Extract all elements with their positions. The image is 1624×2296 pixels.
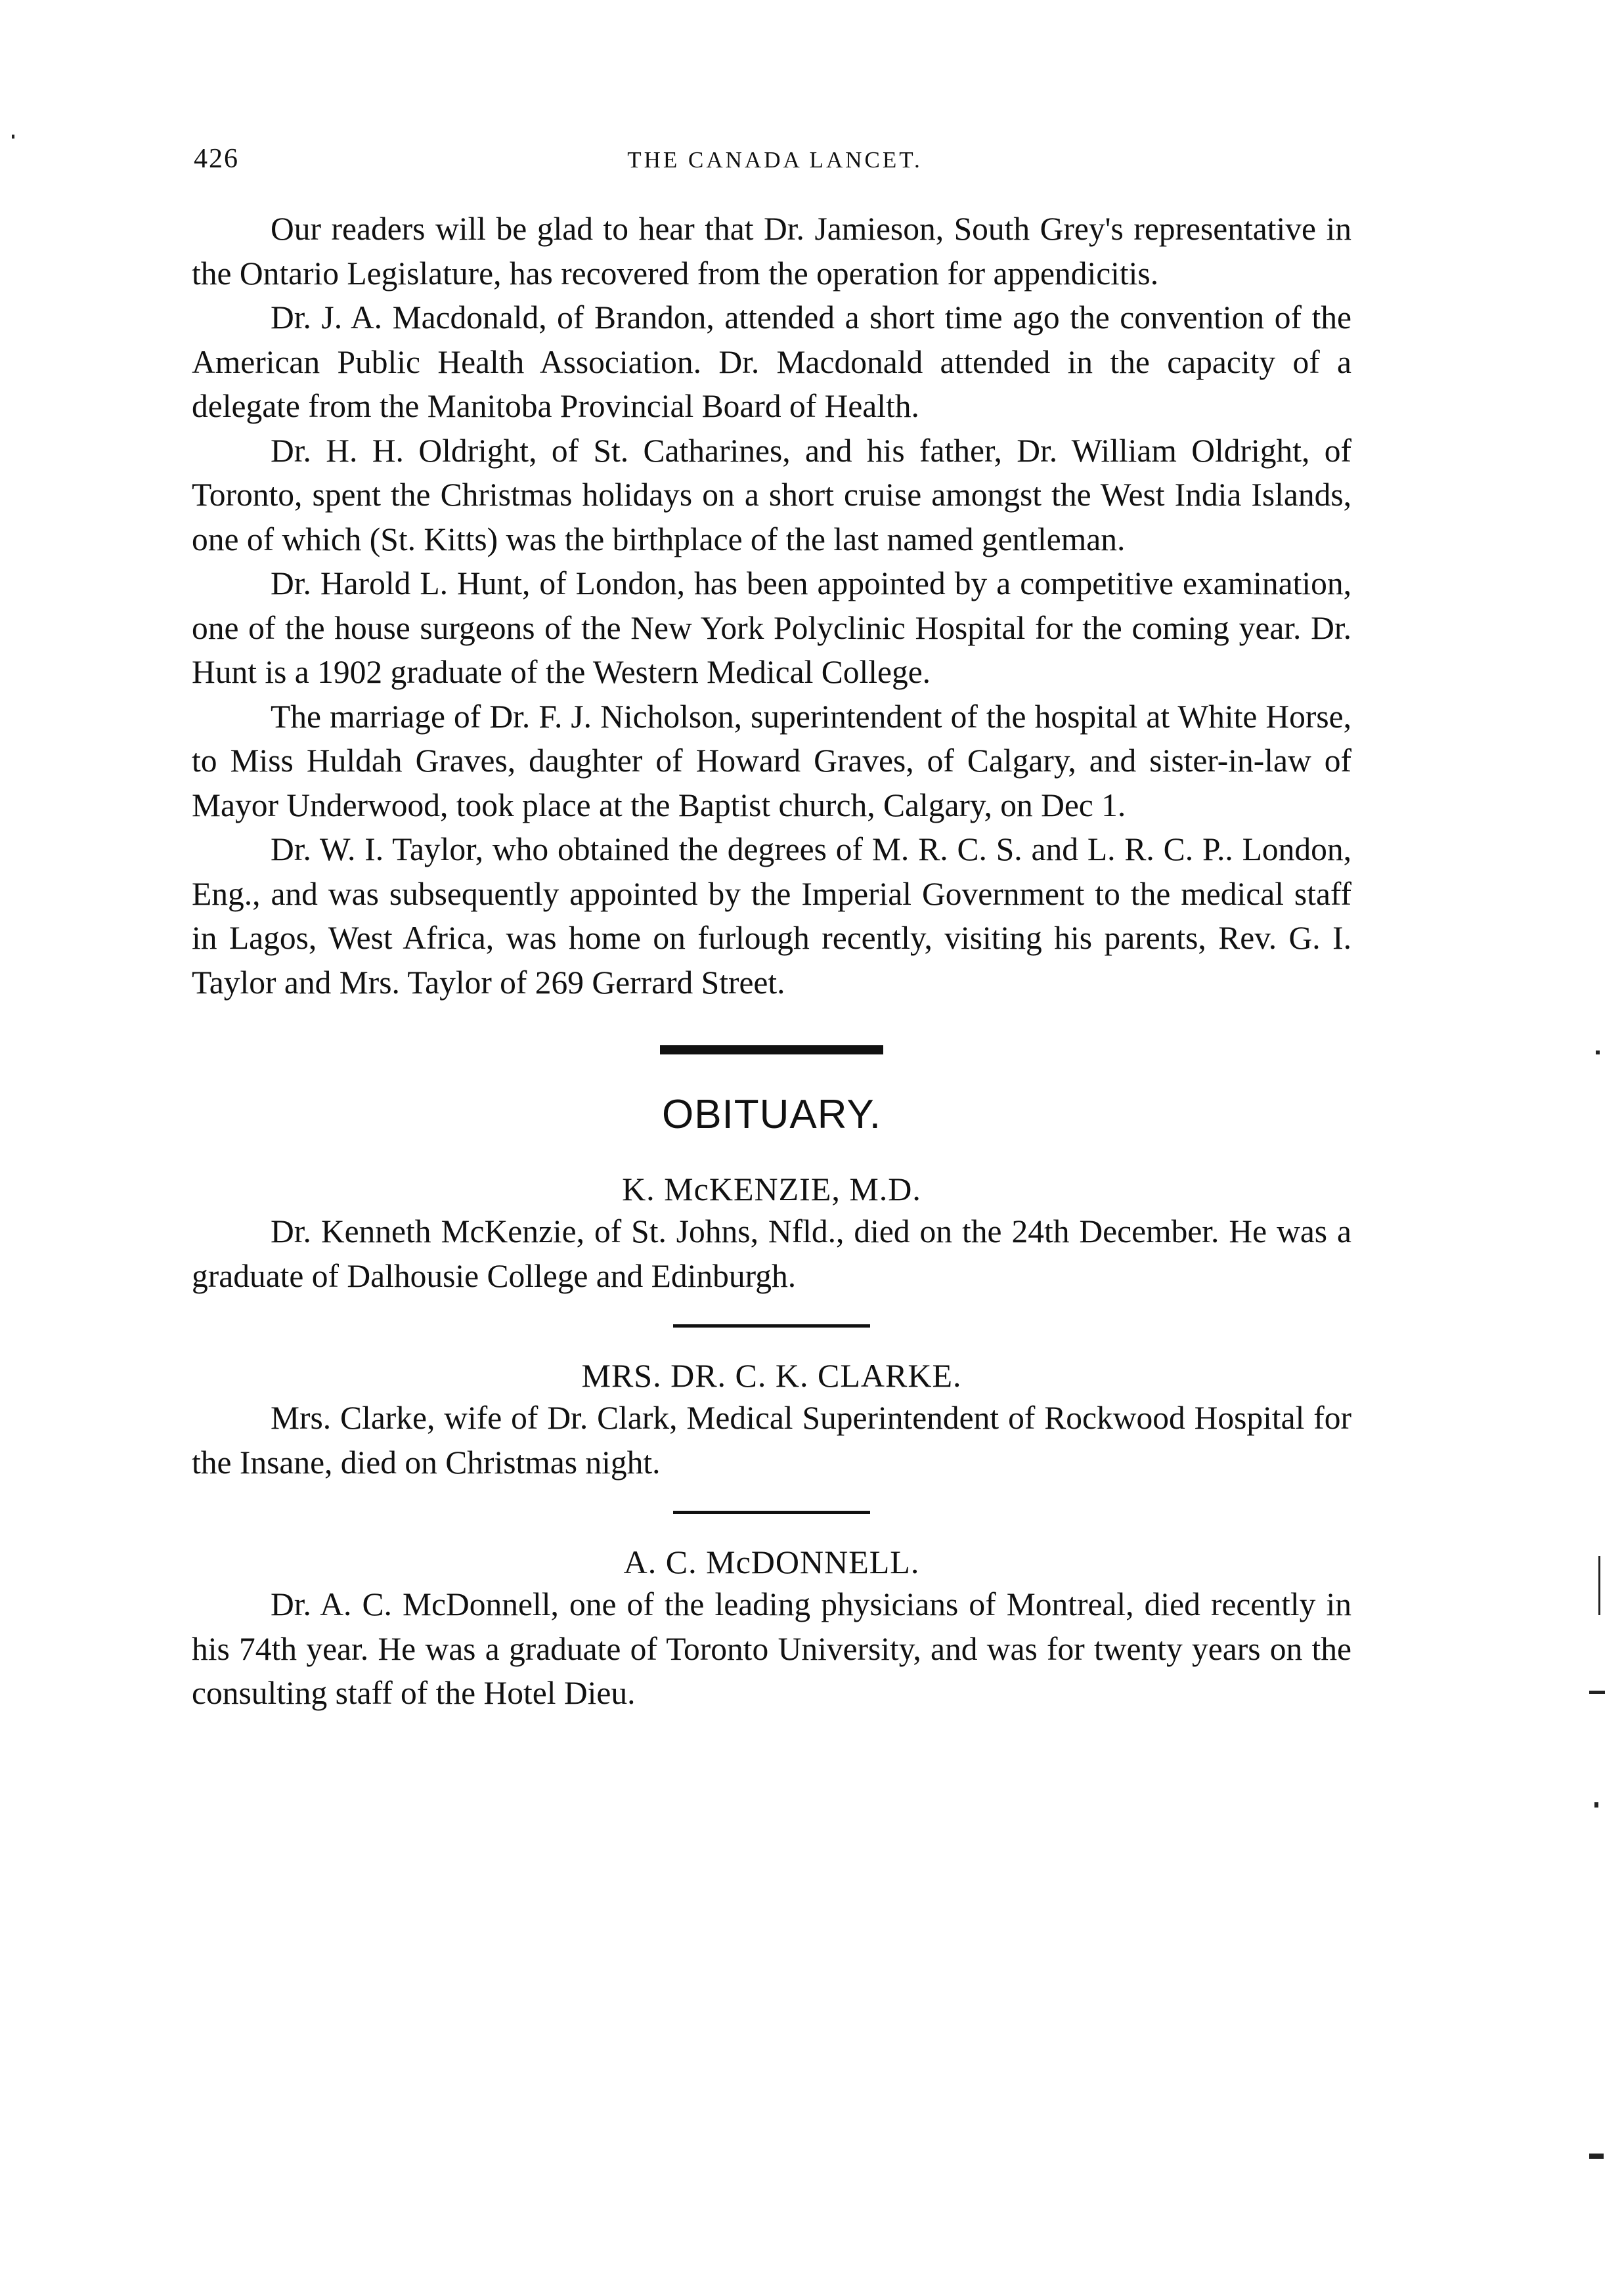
obituary-divider-rule bbox=[673, 1511, 870, 1514]
obituary-text-clarke: Mrs. Clarke, wife of Dr. Clark, Medical Superintendent of Rockwood Hospital for the Insane, died on Christmas night. bbox=[192, 1400, 1351, 1481]
scan-mark bbox=[1598, 1556, 1600, 1615]
obituary-name-mcdonnell: A. C. McDONNELL. bbox=[623, 1544, 920, 1580]
scan-mark bbox=[1589, 1691, 1605, 1694]
obituary-text-mcdonnell: Dr. A. C. McDonnell, one of the leading physicians of Montreal, died recently in his 74th year. He was a graduate of Toronto University, and was for twenty years on the consulting staff of the Hotel Dieu. bbox=[192, 1586, 1351, 1711]
news-paragraph-macdonald: Dr. J. A. Macdonald, of Brandon, attended a short time ago the convention of the American Public Health Association. Dr. Macdonald attended in the capacity of a delegate from the Manitoba Provincial Board of Health. bbox=[192, 299, 1351, 424]
page-header bbox=[194, 143, 1356, 189]
page-body bbox=[192, 207, 1351, 1716]
news-paragraph-oldright: Dr. H. H. Oldright, of St. Catharines, and his father, Dr. William Oldright, of Toronto, spent the Christmas holidays on a short cruise amongst the West India Islands, one of which (St. Kitts) was the birthplace of the last named gentleman. bbox=[192, 432, 1351, 557]
news-paragraph-jamieson: Our readers will be glad to hear that Dr. Jamieson, South Grey's representative in the Ontario Legislature, has recovered from the operation for appendicitis. bbox=[192, 211, 1351, 292]
scan-mark bbox=[12, 135, 14, 139]
obituary-text-mckenzie: Dr. Kenneth McKenzie, of St. Johns, Nfld., died on the 24th December. He was a graduate of Dalhousie College and Edinburgh. bbox=[192, 1213, 1351, 1294]
section-divider-rule bbox=[660, 1045, 883, 1054]
scan-mark bbox=[1589, 2154, 1604, 2159]
running-title: THE CANADA LANCET. bbox=[627, 147, 923, 173]
news-paragraph-taylor: Dr. W. I. Taylor, who obtained the degrees of M. R. C. S. and L. R. C. P.. London, Eng., and was subsequently appointed by the Imperial Government to the medical staff in Lagos, West Africa, was home on furlough recently, visiting his parents, Rev. G. I. Taylor and Mrs. Taylor of 269 Gerrard Street. bbox=[192, 831, 1351, 1001]
scan-mark bbox=[1594, 1802, 1598, 1808]
page-number: 426 bbox=[194, 144, 239, 174]
news-paragraph-nicholson: The marriage of Dr. F. J. Nicholson, superintendent of the hospital at White Horse, to Miss Huldah Graves, daughter of Howard Graves, of Calgary, and sister-in-law of Mayor Underwood, took place at the Baptist church, Calgary, on Dec 1. bbox=[192, 698, 1351, 823]
obituary-name-mckenzie: K. McKENZIE, M.D. bbox=[622, 1171, 921, 1207]
obituary-heading: OBITUARY. bbox=[661, 1092, 882, 1137]
obituary-divider-rule bbox=[673, 1324, 870, 1328]
obituary-name-clarke: MRS. DR. C. K. CLARKE. bbox=[581, 1357, 962, 1394]
news-paragraph-hunt: Dr. Harold L. Hunt, of London, has been appointed by a competitive examination, one of the house surgeons of the New York Polyclinic Hospital for the coming year. Dr. Hunt is a 1902 graduate of the Western Medical College. bbox=[192, 565, 1351, 690]
scan-mark bbox=[1596, 1051, 1600, 1054]
